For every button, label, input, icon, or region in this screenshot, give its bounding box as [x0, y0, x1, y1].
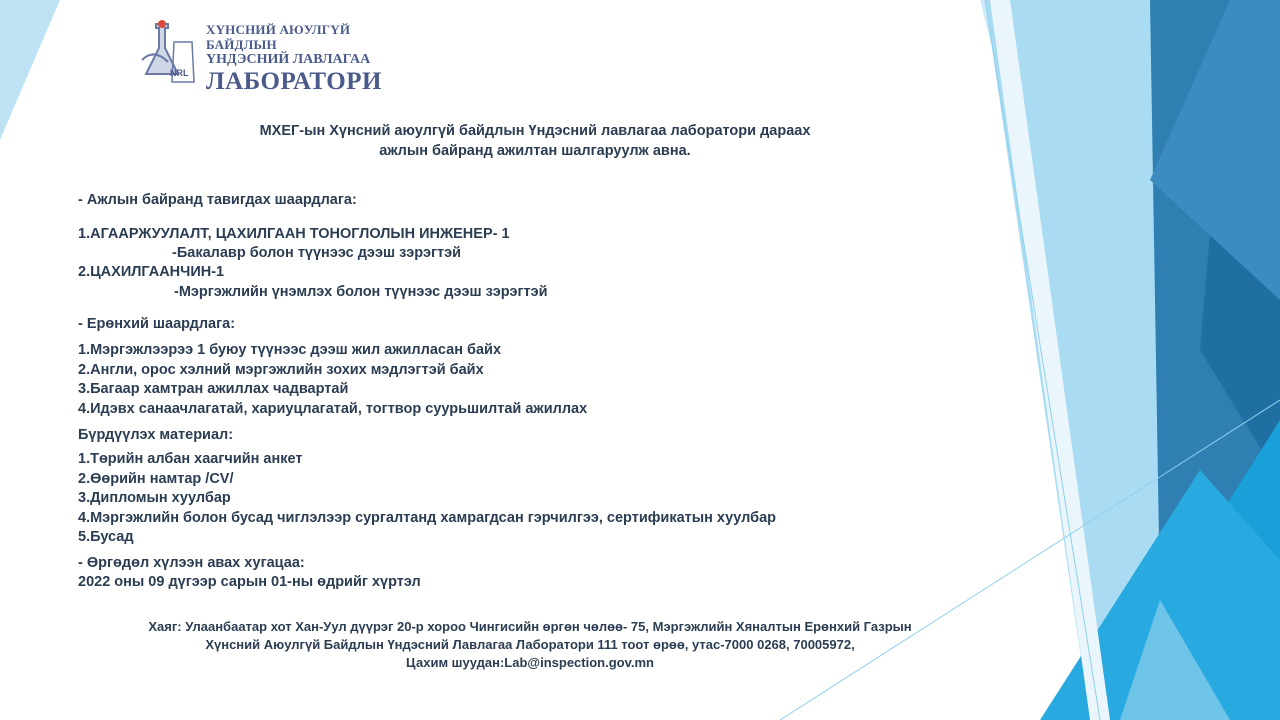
logo-line1: ХҮНСНИЙ АЮУЛГҮЙ БАЙДЛЫН	[206, 22, 351, 52]
lab-logo	[134, 18, 424, 95]
footer-address	[60, 618, 1000, 672]
requirements-heading: - Ажлын байранд тавигдах шаардлага:	[78, 192, 357, 208]
list-item: 3.Дипломын хуулбар	[78, 490, 231, 506]
footer-line2: Хүнсний Аюулгүй Байдлын Үндэсний Лавлагаа Лаборатори 111 тоот өрөө, утас-7000 0268, 70005972,	[205, 637, 855, 652]
list-item: 1.Төрийн албан хаагчийн анкет	[78, 451, 303, 467]
intro-line2: ажлын байранд ажилтан шалгаруулж авна.	[379, 142, 691, 159]
position-title: 2.ЦАХИЛГААНЧИН-1	[78, 264, 225, 280]
list-item: 4.Идэвх санаачлагатай, хариуцлагатай, тогтвор суурьшилтай ажиллах	[78, 400, 588, 417]
list-item: 1.Мэргэжлээрээ 1 буюу түүнээс дээш жил ажилласан байх	[78, 342, 502, 358]
left-accent-strip	[0, 0, 60, 140]
deadline-value: 2022 оны 09 дүгээр сарын 01-ны өдрийг хүртэл	[78, 574, 421, 590]
logo-text	[206, 22, 424, 96]
materials-heading: Бүрдүүлэх материал:	[78, 427, 234, 443]
list-item: 3.Багаар хамтран ажиллах чадвартай	[78, 381, 349, 397]
general-list	[78, 341, 587, 419]
position-title: 1.АГААРЖУУЛАЛТ, ЦАХИЛГААН ТОНОГЛОЛЫН ИНЖЕНЕР- 1	[78, 226, 510, 242]
intro-line1: МХЕГ-ын Хүнсний аюулгүй байдлын Үндэсний лавлагаа лаборатори дараах	[259, 123, 811, 139]
intro-heading	[200, 122, 870, 161]
position-detail: -Бакалавр болон түүнээс дээш зэрэгтэй	[172, 245, 462, 261]
list-item: 2.Өөрийн намтар /CV/	[78, 470, 234, 487]
materials-list	[78, 450, 776, 548]
logo-line2: ҮНДЭСНИЙ ЛАВЛАГАА	[206, 52, 371, 67]
footer-line1: Хаяг: Улаанбаатар хот Хан-Уул дүүрэг 20-р хороо Чингисийн өргөн чөлөө- 75, Мэргэжлийн Хяналтын Ерөнхий Газрын	[148, 619, 912, 634]
logo-line3: ЛАБОРАТОРИ	[206, 68, 382, 95]
list-item: 4.Мэргэжлийн болон бусад чиглэлээр сургалтанд хамрагдсан гэрчилгээ, сертификатын хуулбар	[78, 509, 777, 526]
logo-badge: NRL	[170, 68, 189, 78]
flask-icon	[134, 18, 204, 88]
position-detail: -Мэргэжлийн үнэмлэх болон түүнээс дээш зэрэгтэй	[174, 284, 548, 300]
list-item: 5.Бусад	[78, 529, 134, 545]
list-item: 2.Англи, орос хэлний мэргэжлийн зохих мэдлэгтэй байх	[78, 361, 484, 378]
footer-email[interactable]: Цахим шуудан:Lab@inspection.gov.mn	[406, 655, 654, 670]
general-heading: - Ерөнхий шаардлага:	[78, 316, 236, 332]
deadline-heading: - Өргөдөл хүлээн авах хугацаа:	[78, 555, 305, 571]
